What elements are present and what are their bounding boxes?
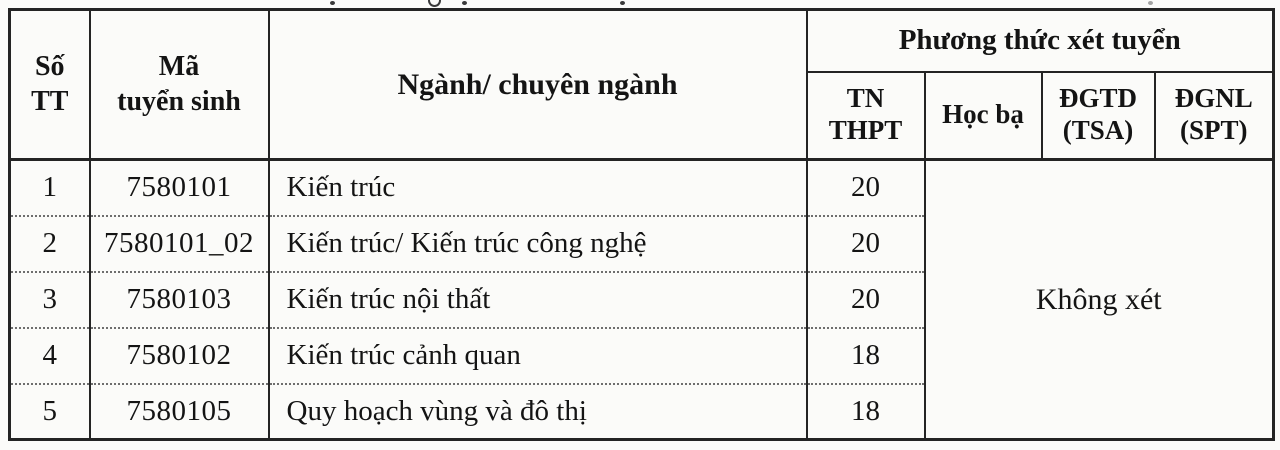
- col-header-dgnl-line2: (SPT): [1180, 115, 1248, 146]
- col-header-code: [90, 10, 269, 160]
- cell-major: Kiến trúc nội thất: [269, 272, 807, 328]
- col-header-dgtd-line1: ĐGTD: [1058, 83, 1137, 114]
- cell-major: Kiến trúc: [269, 160, 807, 216]
- cell-code: 7580101_02: [90, 216, 269, 272]
- cell-major: Kiến trúc/ Kiến trúc công nghệ: [269, 216, 807, 272]
- cell-stt: 5: [10, 384, 90, 440]
- cell-major: Quy hoạch vùng và đô thị: [269, 384, 807, 440]
- cell-stt: 3: [10, 272, 90, 328]
- col-header-dgnl: [1155, 72, 1274, 160]
- col-header-dgtd-line2: (TSA): [1062, 115, 1134, 146]
- col-header-hoc-ba: Học bạ: [925, 72, 1042, 160]
- cropped-text-remnant: [1148, 1, 1153, 5]
- col-header-tn-thpt-line1: TN: [846, 83, 885, 114]
- col-header-code-line1: Mã: [158, 51, 200, 83]
- col-header-dgnl-line1: ĐGNL: [1174, 83, 1253, 114]
- cropped-text-remnant: [620, 1, 625, 5]
- cell-code: 7580103: [90, 272, 269, 328]
- col-header-stt-line2: TT: [31, 85, 69, 117]
- col-header-dgtd: [1042, 72, 1155, 160]
- cell-code: 7580102: [90, 328, 269, 384]
- col-header-major: Ngành/ chuyên ngành: [269, 10, 807, 160]
- cell-score: 18: [807, 328, 925, 384]
- table-row: [10, 160, 1274, 216]
- col-header-tn-thpt-line2: THPT: [828, 115, 903, 146]
- cell-score: 18: [807, 384, 925, 440]
- cropped-text-remnant: [330, 1, 335, 5]
- cell-major: Kiến trúc cảnh quan: [269, 328, 807, 384]
- col-header-method-group: Phương thức xét tuyển: [807, 10, 1274, 72]
- admissions-table: [8, 8, 1275, 441]
- cell-score: 20: [807, 272, 925, 328]
- cell-stt: 1: [42, 171, 57, 204]
- cell-stt: 2: [10, 216, 90, 272]
- cell-code: 7580101: [90, 160, 269, 216]
- cell-score: 20: [807, 160, 925, 216]
- col-header-tn-thpt: [807, 72, 925, 160]
- merged-cell-khong-xet: Không xét: [925, 160, 1274, 440]
- cell-code: 7580105: [90, 384, 269, 440]
- cell-score: 20: [807, 216, 925, 272]
- col-header-code-line2: tuyển sinh: [117, 85, 241, 117]
- col-header-stt-line1: Số: [34, 51, 65, 83]
- cropped-text-remnant: [462, 1, 467, 5]
- cell-stt: 4: [10, 328, 90, 384]
- cropped-text-remnant: [428, 0, 441, 7]
- col-header-stt: [10, 10, 90, 160]
